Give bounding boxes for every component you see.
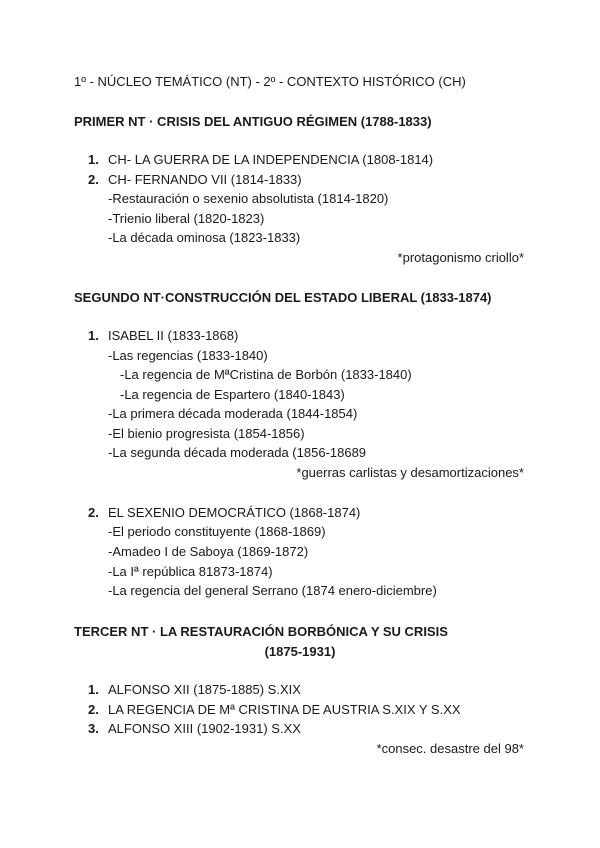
list-number: 2. [88, 702, 99, 717]
sub-item: -Restauración o sexenio absolutista (1814-1820) [108, 191, 389, 206]
page-header: 1º - NÚCLEO TEMÁTICO (NT) - 2º - CONTEXTO HISTÓRICO (CH) [74, 74, 466, 89]
sub-item: -La década ominosa (1823-1833) [108, 230, 301, 245]
section3-note: *consec. desastre del 98* [376, 741, 524, 756]
section1-title: PRIMER NT · CRISIS DEL ANTIGUO RÉGIMEN (1788-1833) [74, 114, 432, 129]
list-number: 2. [88, 172, 99, 187]
section3-title: TERCER NT · LA RESTAURACIÓN BORBÓNICA Y SU CRISIS [74, 624, 448, 639]
sub-item: -La Iª república 81873-1874) [108, 564, 273, 579]
list-item [88, 172, 302, 188]
sub-item: -El bienio progresista (1854-1856) [108, 426, 305, 441]
list-number: 1. [88, 328, 99, 343]
list-item-text: CH- LA GUERRA DE LA INDEPENDENCIA (1808-1814) [108, 152, 434, 167]
section3-title-years: (1875-1931) [264, 644, 336, 659]
sub-item: -El periodo constituyente (1868-1869) [108, 524, 326, 539]
section1-note: *protagonismo criollo* [397, 250, 524, 265]
list-number: 3. [88, 721, 99, 736]
list-item-text: ALFONSO XIII (1902-1931) S.XX [108, 721, 301, 736]
list-item [88, 682, 301, 698]
sub-item: -Trienio liberal (1820-1823) [108, 211, 265, 226]
sub-item: -La segunda década moderada (1856-18689 [108, 445, 367, 460]
sub-sub-item: -La regencia de Espartero (1840-1843) [120, 387, 345, 402]
sub-item: -La primera década moderada (1844-1854) [108, 406, 358, 421]
sub-item: -La regencia del general Serrano (1874 enero-diciembre) [108, 583, 437, 598]
list-item [88, 328, 239, 344]
list-item-text: ALFONSO XII (1875-1885) S.XIX [108, 682, 301, 697]
list-item [88, 721, 301, 737]
sub-item: -Las regencias (1833-1840) [108, 348, 268, 363]
list-item-text: ISABEL II (1833-1868) [108, 328, 239, 343]
sub-item: -Amadeo I de Saboya (1869-1872) [108, 544, 309, 559]
list-item-text: CH- FERNANDO VII (1814-1833) [108, 172, 302, 187]
list-number: 1. [88, 152, 99, 167]
list-item [88, 152, 434, 168]
section2-title: SEGUNDO NT·CONSTRUCCIÓN DEL ESTADO LIBERAL (1833-1874) [74, 290, 492, 305]
section2-note: *guerras carlistas y desamortizaciones* [296, 465, 524, 480]
list-item [88, 702, 461, 718]
list-item-text: LA REGENCIA DE Mª CRISTINA DE AUSTRIA S.XIX Y S.XX [108, 702, 461, 717]
sub-sub-item: -La regencia de MªCristina de Borbón (1833-1840) [120, 367, 412, 382]
list-number: 2. [88, 505, 99, 520]
list-item [88, 505, 361, 521]
list-number: 1. [88, 682, 99, 697]
list-item-text: EL SEXENIO DEMOCRÁTICO (1868-1874) [108, 505, 361, 520]
